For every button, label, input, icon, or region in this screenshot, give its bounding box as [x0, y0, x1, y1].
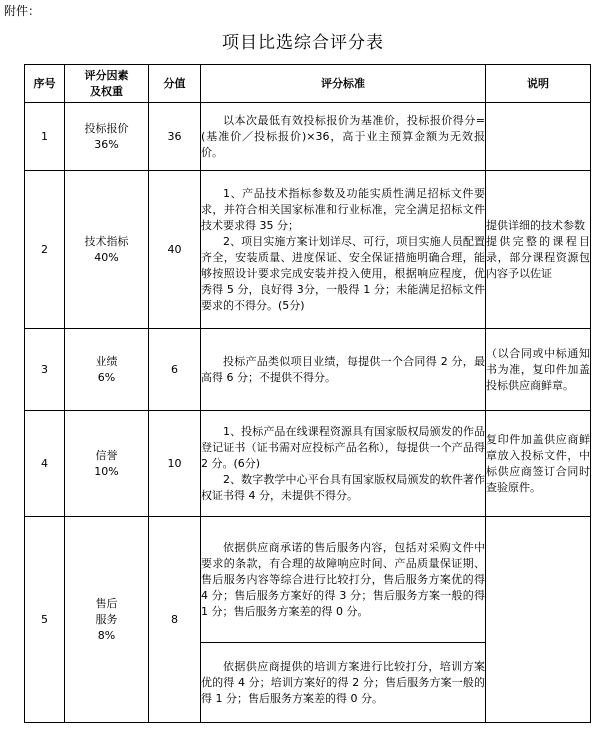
- factor-weight: 8%: [97, 628, 116, 642]
- row-standard: [201, 411, 486, 517]
- row-standard: [201, 171, 486, 329]
- standard-text: 依据供应商提供的培训方案进行比较打分，培训方案优的得 4 分；培训方案好的得 2 分；售后服务方案一般的得 1 分；售后服务方案差的得 0 分。: [201, 659, 485, 705]
- col-header-score: 分值: [149, 65, 201, 103]
- standard-text: 投标产品类似项目业绩，每提供一个合同得 2 分，最高得 6 分；不提供不得分。: [201, 354, 485, 384]
- factor-weight: 10%: [94, 464, 119, 478]
- attachment-label: 附件：: [4, 4, 41, 18]
- table-row: [25, 329, 591, 411]
- row-no: 1: [25, 103, 65, 171]
- factor-weight: 6%: [97, 370, 116, 384]
- col-header-factor: [65, 65, 149, 103]
- row-score: 6: [149, 329, 201, 411]
- table-row: [25, 103, 591, 171]
- row-factor: [65, 103, 149, 171]
- standard-text: 2、数字教学中心平台具有国家版权局颁发的软件著作权证书得 4 分，未提供不得分。: [201, 472, 485, 502]
- standard-text: 1、产品技术指标参数及功能实质性满足招标文件要求，并符合相关国家标准和行业标准，完全满足招标文件技术要求得 35 分；: [201, 186, 485, 232]
- table-row: [25, 171, 591, 329]
- row-standard: [201, 643, 486, 723]
- table-header-row: [25, 65, 591, 103]
- factor-weight: 40%: [94, 250, 119, 264]
- page-title: 项目比选综合评分表: [222, 33, 384, 53]
- table-row: [25, 411, 591, 517]
- standard-text: 依据供应商承诺的售后服务内容，包括对采购文件中要求的条款，有合理的故障响应时间、产品质量保证期、售后服务内容等综合进行比较打分，售后服务方案优的得 4 分；售后服务方案好的得 3 分；售后服务方案一般的得 1 分；售后服务方案差的得 0 分。: [201, 540, 485, 618]
- row-no: 4: [25, 411, 65, 517]
- row-factor: [65, 517, 149, 723]
- row-note: （以合同或中标通知书为准，复印件加盖投标供应商鲜章。: [486, 329, 591, 411]
- row-score: 40: [149, 171, 201, 329]
- row-note: 复印件加盖供应商鲜章放入投标文件，中标供应商签订合同时查验原件。: [486, 411, 591, 517]
- factor-name: 售后 服务: [95, 596, 118, 626]
- table-row: [25, 517, 591, 643]
- factor-name: 业绩: [95, 354, 118, 368]
- row-no: 3: [25, 329, 65, 411]
- row-score: 10: [149, 411, 201, 517]
- row-standard: [201, 517, 486, 643]
- row-standard: [201, 103, 486, 171]
- row-note: [486, 517, 591, 723]
- row-score: 36: [149, 103, 201, 171]
- standard-text: 2、项目实施方案计划详尽、可行，项目实施人员配置齐全，安装质量、进度保证、安全保证措施明确合理，能够按照设计要求完成安装并投入使用，根据响应程度，优秀得 5 分，良好得 3分，一般得 1 分；未能满足招标文件要求的不得分。(5分): [201, 234, 485, 312]
- row-note: [486, 171, 591, 329]
- row-factor: [65, 171, 149, 329]
- row-score: 8: [149, 517, 201, 723]
- row-standard: [201, 329, 486, 411]
- standard-text: 1、投标产品在线课程资源具有国家版权局颁发的作品登记证书（证书需对应投标产品名称），每提供一个产品得 2 分。(6分): [201, 424, 485, 470]
- factor-name: 投标报价: [84, 121, 129, 135]
- row-no: 5: [25, 517, 65, 723]
- factor-name: 信誉: [95, 448, 118, 462]
- factor-name: 技术指标: [84, 234, 129, 248]
- scoring-table: [24, 64, 591, 723]
- col-header-no: 序号: [25, 65, 65, 103]
- col-header-standard: 评分标准: [201, 65, 486, 103]
- row-no: 2: [25, 171, 65, 329]
- row-factor: [65, 411, 149, 517]
- standard-text: 以本次最低有效投标报价为基准价，投标报价得分=(基准价／投标报价)×36，高于业主预算金额为无效报价。: [201, 113, 485, 159]
- factor-weight: 36%: [94, 137, 119, 151]
- note-text: 提供详细的技术参数 提供完整的课程目录，部分课程资源包内容予以佐证: [486, 218, 590, 280]
- row-note: [486, 103, 591, 171]
- col-header-note: 说明: [486, 65, 591, 103]
- row-factor: [65, 329, 149, 411]
- col-header-factor-text: 评分因素 及权重: [84, 68, 129, 98]
